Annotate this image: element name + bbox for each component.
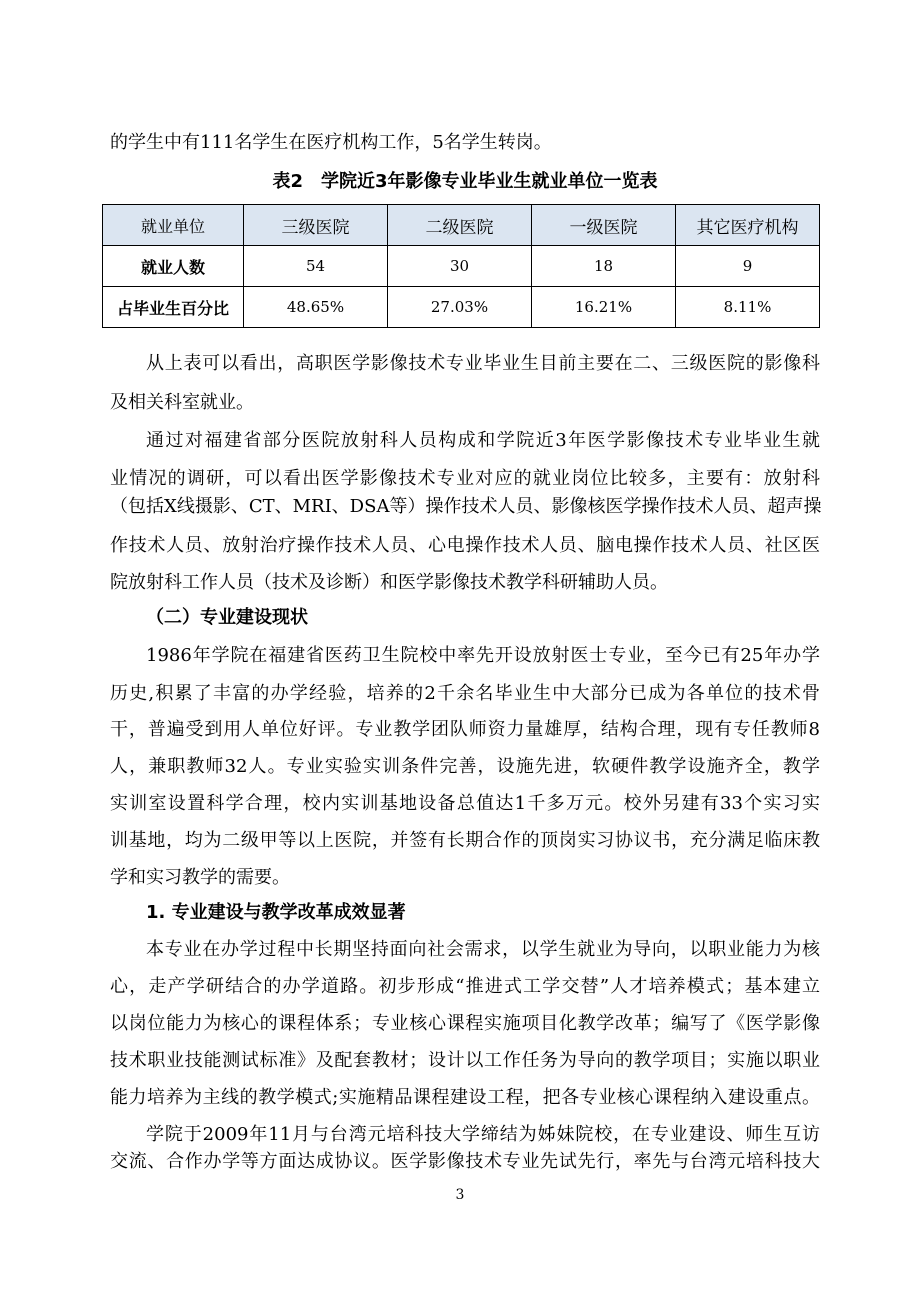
paragraph-line: 以岗位能力为核心的课程体系；专业核心课程实施项目化教学改革；编写了《医学影像	[110, 1013, 820, 1034]
paragraph-line: 技术职业技能测试标准》及配套教材；设计以工作任务为导向的教学项目；实施以职业	[110, 1050, 820, 1071]
table-cell: 9	[676, 246, 820, 287]
section-heading: （二）专业建设现状	[146, 607, 308, 628]
paragraph-line: 干，普遍受到用人单位好评。专业教学团队师资力量雄厚，结构合理，现有专任教师8	[110, 719, 820, 740]
header-cell: 三级医院	[244, 205, 388, 246]
header-cell: 其它医疗机构	[676, 205, 820, 246]
page-number: 3	[455, 1187, 465, 1203]
subsection-heading: 1. 专业建设与教学改革成效显著	[146, 902, 406, 923]
employment-table	[102, 204, 820, 328]
paragraph-line: 实训室设置科学合理，校内实训基地设备总值达1千多万元。校外另建有33个实习实	[110, 793, 820, 814]
paragraph-line: 及相关科室就业。	[110, 392, 254, 413]
table-caption: 表2 学院近3年影像专业毕业生就业单位一览表	[272, 171, 658, 192]
table-cell: 48.65%	[244, 287, 388, 328]
row-label: 就业人数	[103, 246, 244, 287]
table-cell: 8.11%	[676, 287, 820, 328]
paragraph-line: 学院于2009年11月与台湾元培科技大学缔结为姊妹院校，在专业建设、师生互访	[146, 1124, 820, 1145]
table-row	[103, 287, 820, 328]
paragraph-line: 从上表可以看出，高职医学影像技术专业毕业生目前主要在二、三级医院的影像科	[146, 353, 820, 374]
paragraph-line: 本专业在办学过程中长期坚持面向社会需求，以学生就业为导向，以职业能力为核	[146, 939, 820, 960]
row-label: 占毕业生百分比	[103, 287, 244, 328]
paragraph-line: 历史,积累了丰富的办学经验，培养的2千余名毕业生中大部分已成为各单位的技术骨	[110, 683, 820, 704]
paragraph-line: 心，走产学研结合的办学道路。初步形成“推进式工学交替”人才培养模式；基本建立	[110, 976, 820, 997]
paragraph-line: 交流、合作办学等方面达成协议。医学影像技术专业先试先行，率先与台湾元培科技大	[110, 1151, 820, 1172]
header-cell: 就业单位	[103, 205, 244, 246]
table-cell: 27.03%	[388, 287, 532, 328]
paragraph-line: 业情况的调研，可以看出医学影像技术专业对应的就业岗位比较多，主要有：放射科	[110, 468, 820, 489]
paragraph-line: 作技术人员、放射治疗操作技术人员、心电操作技术人员、脑电操作技术人员、社区医	[110, 535, 820, 556]
table-row	[103, 246, 820, 287]
intro-line: 的学生中有111名学生在医疗机构工作，5名学生转岗。	[110, 132, 552, 153]
paragraph-line: 院放射科工作人员（技术及诊断）和医学影像技术教学科研辅助人员。	[110, 572, 668, 593]
paragraph-line: 1986年学院在福建省医药卫生院校中率先开设放射医士专业，至今已有25年办学	[146, 645, 820, 666]
header-cell: 二级医院	[388, 205, 532, 246]
header-cell: 一级医院	[532, 205, 676, 246]
paragraph-line: （包括X线摄影、CT、MRI、DSA等）操作技术人员、影像核医学操作技术人员、超声操	[110, 496, 822, 517]
table-cell: 54	[244, 246, 388, 287]
paragraph-line: 通过对福建省部分医院放射科人员构成和学院近3年医学影像技术专业毕业生就	[146, 430, 820, 451]
paragraph-line: 训基地，均为二级甲等以上医院，并签有长期合作的顶岗实习协议书，充分满足临床教	[110, 830, 820, 851]
paragraph-line: 学和实习教学的需要。	[110, 867, 290, 888]
table-header-row	[103, 205, 820, 246]
table-cell: 16.21%	[532, 287, 676, 328]
table-cell: 18	[532, 246, 676, 287]
paragraph-line: 能力培养为主线的教学模式;实施精品课程建设工程，把各专业核心课程纳入建设重点。	[110, 1087, 820, 1108]
table-cell: 30	[388, 246, 532, 287]
paragraph-line: 人，兼职教师32人。专业实验实训条件完善，设施先进，软硬件教学设施齐全，教学	[110, 756, 820, 777]
